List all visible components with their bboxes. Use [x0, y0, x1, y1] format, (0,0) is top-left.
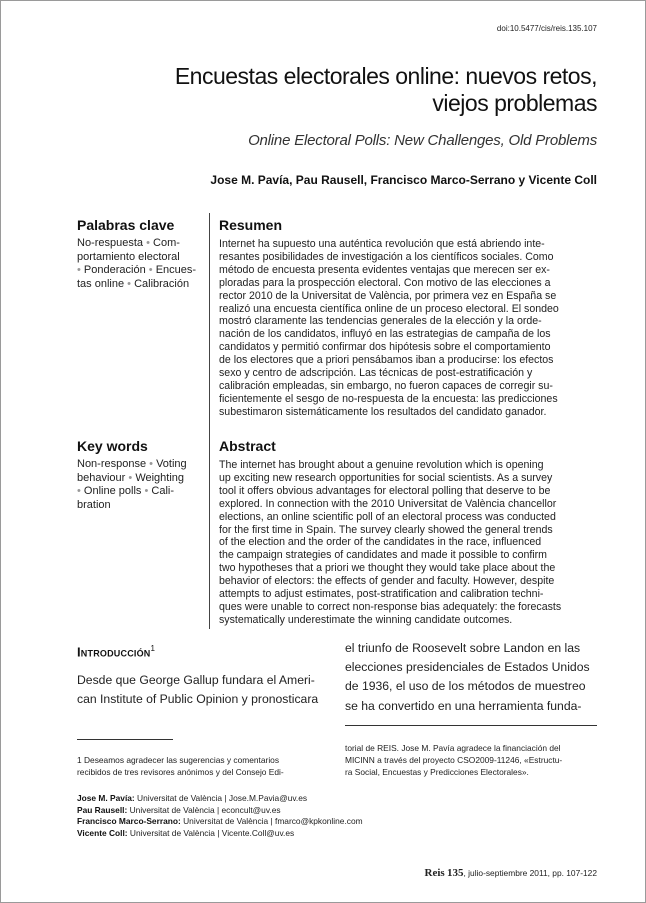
keyword: Online polls: [83, 485, 142, 497]
text-line: attempts to adjust estimates, post-stratification and calibration techni-: [219, 588, 544, 601]
journal-issue-pages: , julio-septiembre 2011, pp. 107-122: [463, 868, 597, 878]
intro-column-left: [77, 671, 337, 709]
doi[interactable]: doi:10.5477/cis/reis.135.107: [496, 24, 597, 33]
text-line: explored. In connection with the 2010 Universitat de València chancellor: [219, 497, 557, 510]
affiliation-line: [77, 805, 363, 817]
column-divider: [209, 213, 210, 629]
text-line: se ha convertido en una herramienta funda-: [345, 698, 582, 713]
bullet-separator: •: [77, 264, 81, 276]
footnote-right: [345, 743, 599, 778]
text-line: método de encuesta presenta evidentes ventajas que merecen ser ex-: [219, 263, 550, 276]
text-line: behavior of electors: the effects of gender and faculty. However, despite: [219, 575, 555, 588]
journal-number: 135: [447, 867, 464, 879]
affiliation-name: Vicente Coll:: [77, 827, 128, 838]
resumen-heading: Resumen: [219, 217, 283, 233]
footnote-line: 1 Deseamos agradecer las sugerencias y comentarios: [77, 755, 280, 765]
bullet-separator: •: [144, 485, 149, 497]
affiliation-detail[interactable]: Universitat de València | econcult@uv.es: [127, 804, 281, 815]
text-line: rector 2010 de la Universitat de València, por primera vez en España se: [219, 289, 557, 302]
text-line: resantes posibilidades de investigación a los científicos sociales. Como: [219, 250, 554, 263]
text-line: Desde que George Gallup fundara el Ameri-: [77, 673, 315, 687]
text-line: el triunfo de Roosevelt sobre Landon en las: [345, 641, 581, 655]
bullet-separator: •: [149, 458, 154, 470]
footnote-rule-right: [345, 725, 597, 726]
bullet-separator: •: [128, 471, 133, 484]
keyword: tas online: [77, 277, 125, 290]
title-line: Encuestas electorales online: nuevos retos,: [174, 63, 597, 89]
keyword: behaviour: [77, 471, 126, 484]
text-line: can Institute of Public Opinion y pronosticara: [77, 692, 319, 706]
text-line: de 1936, el uso de los métodos de muestreo: [345, 679, 586, 694]
keywords-en-heading: Key words: [77, 438, 148, 454]
section-heading-introduccion: [77, 644, 155, 659]
text-line: calibración empleadas, sin embargo, no fueron capaces de corregir su-: [219, 379, 553, 392]
intro-column-right: [345, 639, 597, 716]
footnote-rule-left: [77, 739, 173, 740]
text-line: tool it offers obvious advantages for electoral polling that deserve to be: [219, 484, 551, 497]
author-list: Jose M. Pavía, Pau Rausell, Francisco Marco-Serrano y Vicente Coll: [210, 173, 597, 187]
bullet-separator: •: [77, 485, 81, 497]
resumen-body: [219, 238, 599, 419]
footnote-left: [77, 755, 333, 779]
text-line: systematically underestimate the winning candidate outcomes.: [219, 613, 513, 626]
footnote-line: ra Social, Encuestas y Predicciones Electorales».: [345, 766, 529, 777]
keywords-es-heading: Palabras clave: [77, 217, 175, 233]
abstract-heading: Abstract: [219, 438, 276, 454]
keyword: Weighting: [135, 471, 185, 484]
author-affiliations: [77, 793, 363, 839]
text-line: realizó una encuesta científica online de un proceso electoral. El sondeo: [219, 302, 559, 315]
affiliation-detail[interactable]: Universitat de València | Vicente.Coll@uv.es: [127, 827, 295, 838]
text-line: candidatos y permitió confirmar dos hipótesis sobre el comportamiento: [219, 341, 551, 354]
footnote-line: recibidos de tres revisores anónimos y del Consejo Edi-: [77, 766, 284, 777]
keyword: No-respuesta: [77, 237, 144, 249]
text-line: subestimaron sistemáticamente los resultados del candidato ganador.: [219, 405, 547, 418]
affiliation-line: [77, 816, 363, 828]
footnote-line: MICINN a través del proyecto CSO2009-11246, «Estructu-: [345, 754, 563, 765]
text-line: ploradas para la prospección electoral. Con motivo de las elecciones a: [219, 276, 551, 289]
keyword: Cali-: [151, 485, 175, 497]
article-subtitle: Online Electoral Polls: New Challenges, Old Problems: [248, 132, 597, 149]
affiliation-name: Jose M. Pavía:: [77, 793, 135, 803]
affiliation-line: [77, 793, 363, 805]
keyword: portamiento electoral: [77, 250, 180, 263]
text-line: two hypotheses that a priori we thought they would take place about the: [219, 562, 556, 575]
section-heading-text: Introducción: [77, 644, 151, 660]
affiliation-detail[interactable]: Universitat de València | Jose.M.Pavia@uv.es: [134, 793, 308, 803]
bullet-separator: •: [127, 277, 132, 290]
footnote-marker[interactable]: 1: [150, 644, 156, 653]
keyword: Calibración: [134, 277, 190, 290]
text-line: Internet ha supuesto una auténtica revolución que está abriendo inte-: [219, 238, 545, 250]
text-line: ficientemente el sesgo de no-respuesta de la encuesta: las predicciones: [219, 392, 558, 405]
page-footer: [425, 867, 597, 879]
bullet-separator: •: [146, 237, 150, 249]
text-line: of the election and the order of the candidates in the race, influenced: [219, 536, 542, 549]
affiliation-line: [77, 828, 363, 840]
keyword: Non-response: [77, 458, 147, 470]
text-line: de los electores que a priori pensábamos iban a producirse: los efectos: [219, 354, 554, 367]
affiliation-name: Francisco Marco-Serrano:: [77, 816, 181, 826]
keyword: Com-: [153, 237, 180, 249]
text-line: up exciting new research opportunities for social scientists. As a survey: [219, 471, 553, 484]
affiliation-name: Pau Rausell:: [77, 804, 128, 815]
footnote-line: torial de REIS. Jose M. Pavía agradece la financiación del: [345, 743, 561, 753]
keyword: bration: [77, 498, 111, 511]
title-line: viejos problemas: [432, 90, 597, 116]
keywords-es-list: [77, 237, 201, 291]
text-line: sexo y centro de adscripción. Las técnicas de post-estratificación y: [219, 367, 533, 380]
article-title: [97, 63, 597, 117]
bullet-separator: •: [148, 264, 153, 276]
text-line: the campaign strategies of candidates and made it possible to confirm: [219, 549, 548, 562]
text-line: ques were unable to correct non-response bias adequately: the forecasts: [219, 600, 562, 613]
text-line: The internet has brought about a genuine revolution which is opening: [219, 459, 544, 471]
keyword: Encues-: [155, 264, 197, 276]
text-line: for the first time in Spain. The survey clearly showed the general trends: [219, 523, 553, 536]
journal-name: Reis: [424, 867, 445, 879]
text-line: elecciones presidenciales de Estados Unidos: [345, 660, 590, 675]
text-line: elections, an online scientific poll of an electoral process was conducted: [219, 510, 556, 523]
keyword: Ponderación: [83, 264, 146, 276]
text-line: mostró claramente las tendencias generales de la elección y la orde-: [219, 315, 542, 328]
affiliation-detail[interactable]: Universitat de València | fmarco@kpkonline.com: [180, 816, 363, 826]
text-line: nación de los candidatos, influyó en las estrategias de campaña de los: [219, 328, 551, 341]
keywords-en-list: [77, 458, 201, 512]
abstract-body: [219, 459, 599, 627]
keyword: Voting: [156, 458, 187, 470]
